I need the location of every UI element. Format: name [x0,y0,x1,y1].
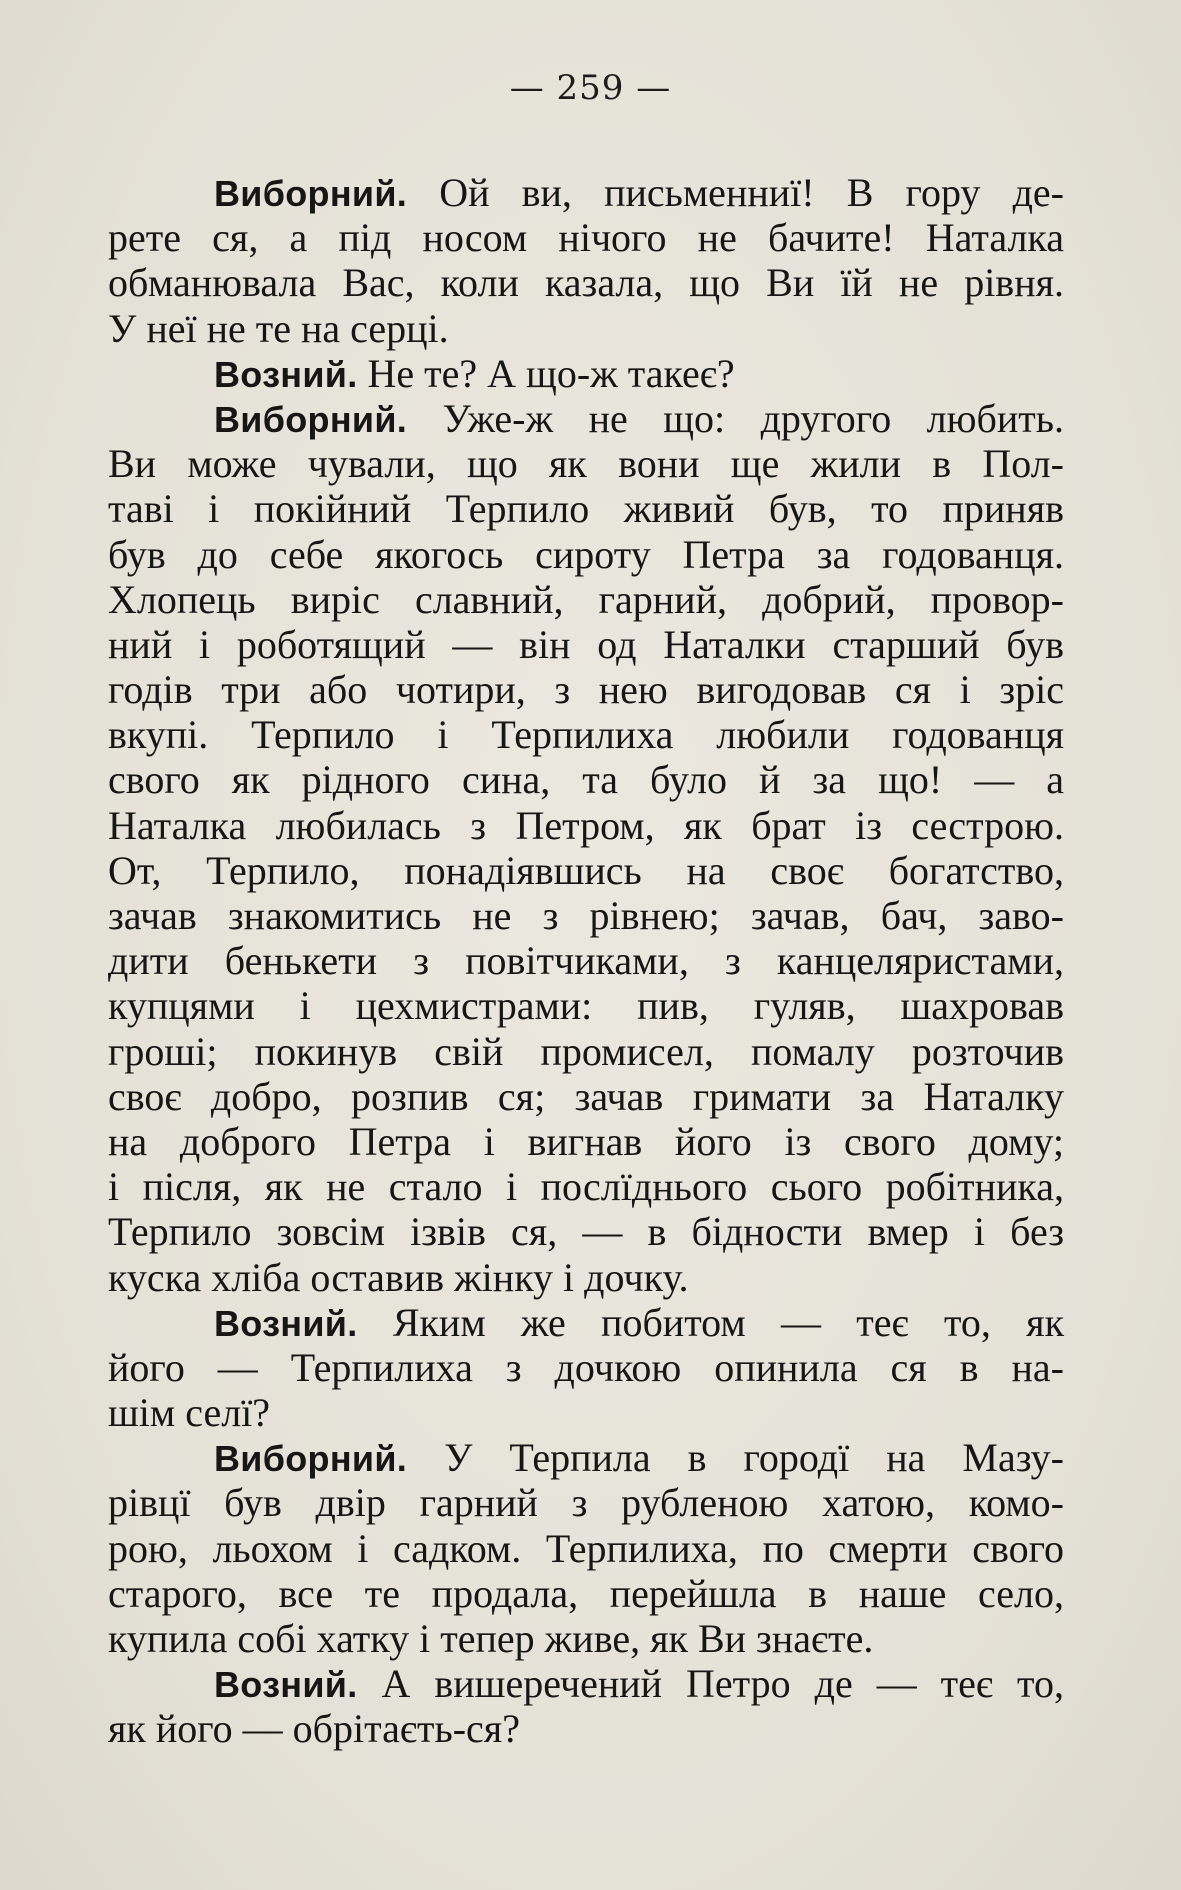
text-line: Ви може чували, що як вони ще жили в Пол- [108,441,1064,487]
speaker-name: Возний. [214,353,358,395]
speaker-name: Виборний. [214,398,408,440]
speaker-name: Возний. [214,1302,358,1344]
text-line: Хлопець виріс славний, гарний, добрий, провор- [108,576,1064,622]
paragraph [108,351,1064,396]
paragraph [108,1300,1064,1436]
text-line [108,1435,1064,1480]
line-text: Не те? А що-ж такеє? [367,350,735,396]
line-text: Уже-ж не що: другого любить. [442,395,1064,441]
paragraph [108,1435,1064,1661]
text-line [108,170,1064,215]
speaker-name: Возний. [214,1664,358,1706]
text-line: своє добро, розпив ся; зачав гримати за Наталку [108,1073,1064,1119]
text-line: Терпило зовсім ізвів ся, — в бідности вмер і без [108,1209,1064,1255]
text-line: купцями і цехмистрами: пив, гуляв, шахровав [108,983,1064,1029]
text-line: як його — обрітаєть-ся? [108,1706,520,1752]
line-text: Яким же побитом — теє то, як [392,1299,1064,1345]
paragraph [108,396,1064,1300]
text-line: вкупі. Терпило і Терпилиха любили годованця [108,712,1064,758]
text-line: От, Терпило, понадіявшись на своє богатство, [108,847,1064,893]
text-line: куска хліба оставив жінку і дочку. [108,1254,689,1300]
text-line: і після, як не стало і послїднього сього робітника, [108,1164,1064,1210]
text-line [108,396,1064,441]
paragraph [108,1661,1064,1751]
paragraph [108,170,1064,351]
text-line: У неї не те на серці. [108,305,449,351]
text-line: на доброго Петра і вигнав його із свого дому; [108,1118,1064,1164]
page-text [108,170,1064,1752]
line-text: А вишеречений Петро де — теє то, [381,1661,1065,1707]
text-line: був до себе якогось сироту Петра за годованця. [108,531,1064,577]
text-line: рою, льохом і садком. Терпилиха, по смерти свого [108,1525,1064,1571]
text-line: рівцї був двір гарний з рубленою хатою, комо- [108,1480,1064,1526]
text-line: гроші; покинув свій промисел, помалу розточив [108,1028,1064,1074]
text-line: зачав знакомитись не з рівнею; зачав, бач, заво- [108,893,1064,938]
page-number: — 259 — [509,68,672,108]
text-line: дити бенькети з повітчиками, з канцеляристами, [108,938,1064,984]
text-line: старого, все те продала, перейшла в наше село, [108,1570,1064,1616]
text-line: рете ся, а під носом нічого не бачите! Наталка [108,215,1064,261]
text-line [108,1300,1064,1345]
speaker-name: Виборний. [214,1438,408,1480]
text-line [108,1661,1064,1706]
text-line: свого як рідного сина, та було й за що! — а [108,757,1064,803]
text-line: таві і покійний Терпило живий був, то приняв [108,486,1064,532]
text-line: шім селї? [108,1390,271,1436]
text-line: Наталка любилась з Петром, як брат із сестрою. [108,802,1064,848]
text-line [108,351,1064,396]
text-line: обманювала Вас, коли казала, що Ви їй не рівня. [108,260,1064,306]
line-text: У Терпила в городї на Мазу- [444,1435,1064,1481]
line-text: Ой ви, письменниї! В гору де- [439,170,1064,215]
text-line: ний і роботящий — він од Наталки старший був [108,621,1064,667]
speaker-name: Виборний. [214,173,408,214]
text-line: купила собі хатку і тепер живе, як Ви знаєте. [108,1616,874,1661]
text-line: його — Терпилиха з дочкою опинила ся в на- [108,1344,1064,1390]
text-line: годів три або чотири, з нею вигодовав ся і зріс [108,667,1064,713]
